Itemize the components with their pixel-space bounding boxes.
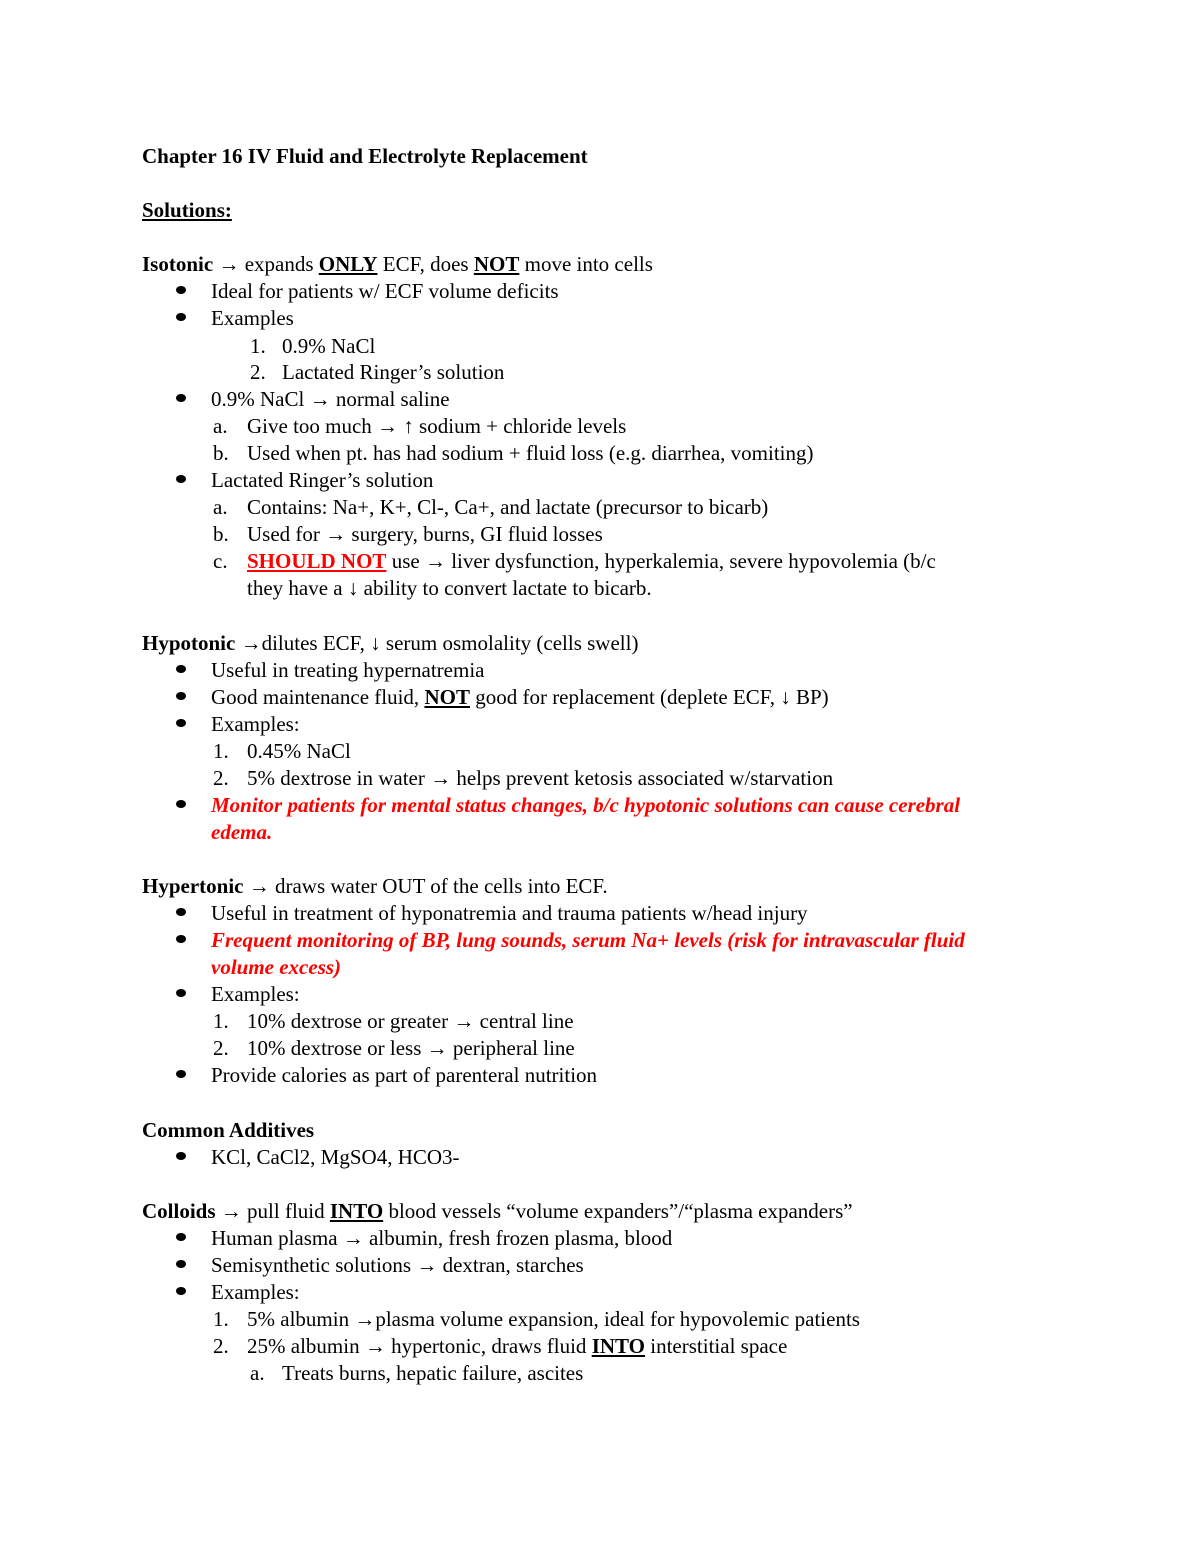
page-title: Chapter 16 IV Fluid and Electrolyte Replacement — [142, 144, 588, 168]
colloids-heading: Colloids → pull fluid INTO blood vessels “volume expanders”/“plasma expanders” — [142, 1199, 853, 1223]
isotonic-heading: Isotonic → expands ONLY ECF, does NOT move into cells — [142, 252, 653, 276]
hypotonic-heading: Hypotonic →dilutes ECF, ↓ serum osmolality (cells swell) — [142, 631, 639, 655]
additives-heading: Common Additives — [142, 1118, 315, 1142]
solutions-heading: Solutions: — [142, 198, 232, 222]
document-page: Chapter 16 IV Fluid and Electrolyte Replacement Solutions: Isotonic → expands ONLY ECF, does NOT move into cells Ideal for patients w/ ECF volume deficits Examples 1. 0.9% NaCl 2. Lactated Ringer’s solution 0.9% NaCl → normal saline a. Give too much → ↑ sodium + chloride levels b. Used when pt. has had sodium + fluid loss (e.g. diarrhea, vomiting) Lactated Ringer’s solution a. Contains: Na+, K+, Cl-, Ca+, and lactate (precursor to bicarb) b. Used for → surgery, burns, GI fluid losses c. SHOULD NOT use → liver dysfunction, hyperkalemia, severe hypovolemia (b/c they have a ↓ ability to convert lactate to bicarb. Hypotonic →dilutes ECF, ↓ serum osmolality (cells swell) Useful in treating hypernatremia Good maintenance fluid, NOT good for replacement (deplete ECF, ↓ BP) Examples: 1. 0.45% NaCl 2. 5% dextrose in water → helps prevent ketosis associated w/starvation Monitor patients for mental status changes, b/c hypotonic solutions can cause cerebral edema. Hypertonic → draws water OUT of the cells into ECF. Useful in treatment of hyponatremia and trauma patients w/head injury Frequent monitoring of BP, lung sounds, serum Na+ levels (risk for intravascular fluid volume excess) Examples: 1. 10% dextrose or greater → central line 2. 10% dextrose or less → peripheral line Provide calories as part of parenteral nutrition Common Additives KCl, CaCl2, MgSO4, HCO3- Colloids → pull fluid INTO blood vessels “volume expanders”/“plasma expanders” Human plasma → albumin, fresh frozen plasma, blood Semisynthetic solutions → dextran, starches Examples: 1. 5% albumin →plasma volume expansion, ideal for hypovolemic patients 2. 25% albumin → hypertonic, draws fluid INTO interstitial space a. Treats burns, hepatic failure, ascites — [0, 0, 1200, 1553]
hypertonic-heading: Hypertonic → draws water OUT of the cells into ECF. — [142, 874, 608, 898]
